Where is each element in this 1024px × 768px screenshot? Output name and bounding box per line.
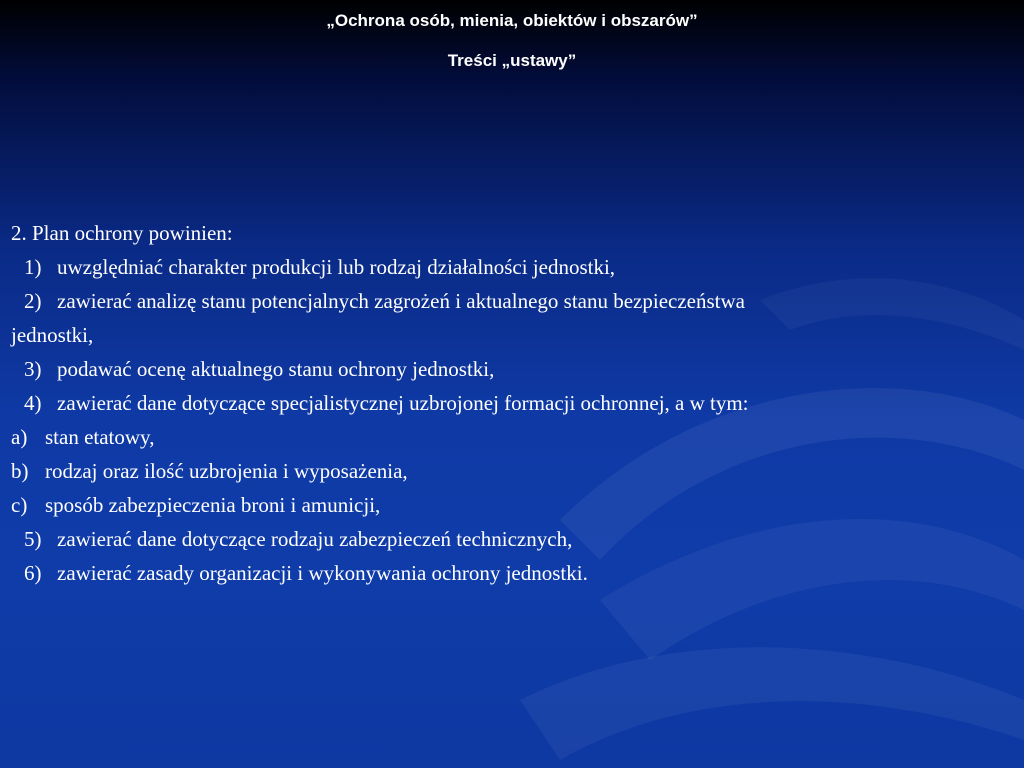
sublist-item-letter: a) [11,425,28,449]
sublist-item-letter: c) [11,493,28,517]
list-item [11,522,1011,556]
list-item-number: 6) [24,561,42,585]
list-item-number: 3) [24,357,42,381]
slide-title: „Ochrona osób, mienia, obiektów i obszarów” [326,11,698,30]
slide-subtitle: Treści „ustawy” [447,51,577,70]
list-item [11,386,1011,420]
list-item-text: zawierać analizę stanu potencjalnych zagrożeń i aktualnego stanu bezpieczeństwa [57,289,745,313]
intro-line: 2. Plan ochrony powinien: [11,221,233,245]
list-item [11,556,1011,590]
list-item-number: 4) [24,391,42,415]
list-item-number: 5) [24,527,42,551]
list-item-number: 1) [24,255,42,279]
list-item-text: zawierać zasady organizacji i wykonywania ochrony jednostki. [57,561,588,585]
sublist-item-text: sposób zabezpieczenia broni i amunicji, [45,493,381,517]
list-item [11,250,1011,284]
sublist-item-text: stan etatowy, [45,425,155,449]
sublist-item-text: rodzaj oraz ilość uzbrojenia i wyposażenia, [45,459,408,483]
slide-body [11,216,1011,590]
list-item [11,352,1011,386]
list-item-text: zawierać dane dotyczące rodzaju zabezpieczeń technicznych, [57,527,573,551]
sublist-item-letter: b) [11,459,29,483]
list-item [11,284,1011,318]
sublist-item [11,420,1011,454]
list-item-number: 2) [24,289,42,313]
list-item-text: podawać ocenę aktualnego stanu ochrony jednostki, [57,357,495,381]
sublist-item [11,454,1011,488]
list-item-text: uwzględniać charakter produkcji lub rodzaj działalności jednostki, [57,255,616,279]
list-item-continuation: jednostki, [11,323,94,347]
list-item-text: zawierać dane dotyczące specjalistycznej uzbrojonej formacji ochronnej, a w tym: [57,391,749,415]
sublist-item [11,488,1011,522]
